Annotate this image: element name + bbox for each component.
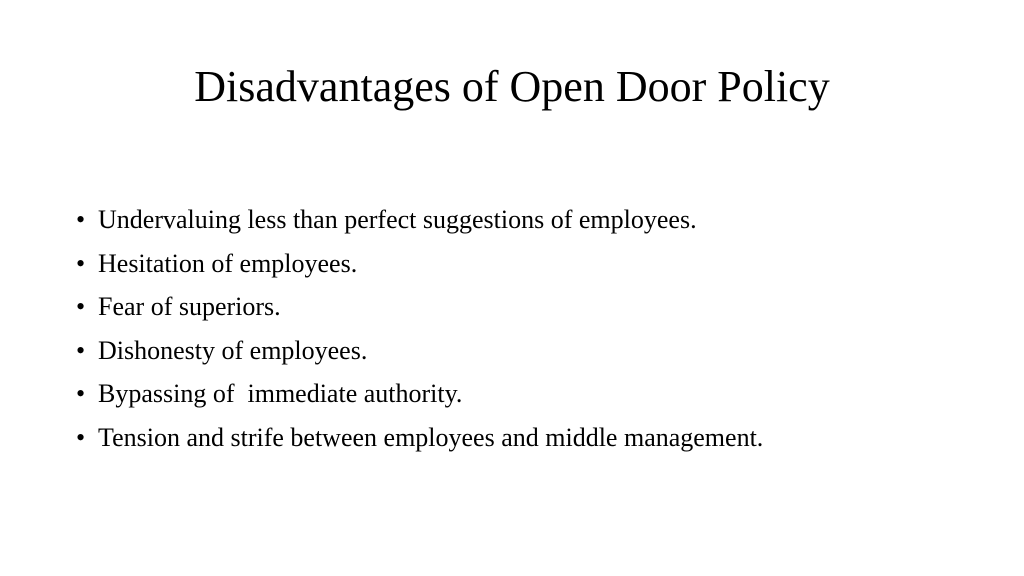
bullet-icon: • bbox=[76, 335, 86, 365]
bullet-icon: • bbox=[76, 248, 86, 278]
list-item bbox=[76, 416, 763, 460]
list-item bbox=[76, 285, 763, 329]
bullet-text: Dishonesty of employees. bbox=[98, 335, 368, 365]
bullet-icon: • bbox=[76, 379, 86, 408]
bullet-text: Bypassing of immediate authority. bbox=[98, 379, 463, 408]
slide-title: Disadvantages of Open Door Policy bbox=[194, 62, 830, 111]
bullet-text: Tension and strife between employees and middle management. bbox=[98, 422, 764, 452]
list-item bbox=[76, 198, 763, 242]
bullet-icon: • bbox=[76, 292, 86, 321]
bullet-list bbox=[76, 198, 763, 459]
list-item bbox=[76, 242, 763, 286]
bullet-text: Undervaluing less than perfect suggestions of employees. bbox=[98, 205, 697, 234]
bullet-icon: • bbox=[76, 205, 86, 234]
list-item bbox=[76, 372, 763, 416]
list-item bbox=[76, 329, 763, 373]
bullet-text: Fear of superiors. bbox=[98, 292, 281, 321]
bullet-icon: • bbox=[76, 422, 86, 452]
bullet-text: Hesitation of employees. bbox=[98, 248, 358, 278]
